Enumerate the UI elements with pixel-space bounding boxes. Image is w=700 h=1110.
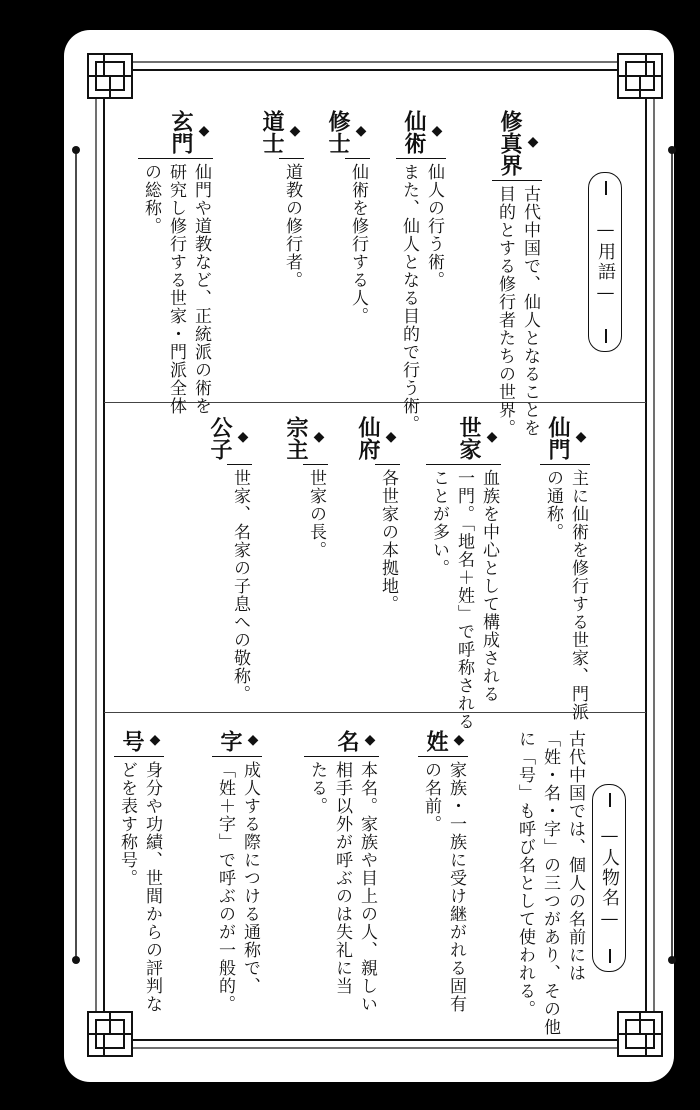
entry-term: 仙府	[355, 416, 381, 460]
glossary-entry	[354, 416, 400, 613]
entry-description	[138, 158, 213, 415]
glossary-entry	[138, 110, 213, 415]
entry-term: 世家	[456, 416, 482, 460]
description-line: 仙門や道教など、正統派の術を	[191, 163, 211, 415]
description-line: 家族・一族に受け継がれる固有	[446, 761, 466, 1013]
description-line: たる。	[307, 761, 327, 815]
diamond-bullet-icon: ◆	[451, 732, 467, 748]
intro-line: に「号」も呼び名として使われる。	[515, 730, 535, 1018]
diamond-bullet-icon: ◆	[353, 123, 369, 139]
entry-description	[492, 180, 542, 437]
description-line: の名前。	[421, 761, 441, 833]
section-tag-label: —用語—	[595, 219, 616, 305]
intro-line: 古代中国では、個人の名前には	[565, 730, 585, 982]
entry-description	[114, 756, 164, 1013]
entry-term: 玄門	[168, 110, 194, 154]
description-line: また、仙人となる目的で行う術。	[399, 163, 419, 433]
entry-description	[303, 464, 328, 559]
entry-description	[279, 158, 304, 289]
description-line: 身分や功績、世間からの評判な	[142, 761, 162, 1013]
entry-term: 字	[217, 730, 243, 752]
description-line: の総称。	[141, 163, 161, 235]
entry-term: 道士	[259, 110, 285, 154]
entry-term: 仙門	[545, 416, 571, 460]
description-line: 本名。家族や目上の人、親しい	[357, 761, 377, 1013]
entry-description	[540, 464, 590, 721]
description-line: 古代中国で、仙人となることを	[520, 185, 540, 437]
glossary-entry	[540, 416, 590, 721]
diamond-bullet-icon: ◆	[196, 123, 212, 139]
diamond-bullet-icon: ◆	[287, 123, 303, 139]
description-line: の通称。	[543, 469, 563, 541]
diamond-bullet-icon: ◆	[429, 123, 445, 139]
entry-term: 修士	[325, 110, 351, 154]
section-tag-label: —人物名—	[599, 825, 620, 931]
glossary-entry	[206, 416, 252, 703]
entry-description	[345, 158, 370, 325]
entry-term: 公子	[207, 416, 233, 460]
description-line: 研究し修行する世家・門派全体	[166, 163, 186, 415]
entry-term: 修真界	[497, 110, 523, 176]
glossary-entry	[426, 416, 501, 731]
description-line: ことが多い。	[429, 469, 449, 577]
entry-term: 宗主	[283, 416, 309, 460]
glossary-entry	[324, 110, 370, 325]
description-line: 仙人の行う術。	[424, 163, 444, 289]
description-line: 「姓＋字」で呼ぶのが一般的。	[215, 761, 235, 1013]
diamond-bullet-icon: ◆	[245, 732, 261, 748]
diamond-bullet-icon: ◆	[235, 429, 251, 445]
diamond-bullet-icon: ◆	[573, 429, 589, 445]
section-tag-terms	[588, 172, 622, 352]
description-line: 各世家の本拠地。	[378, 469, 398, 613]
diamond-bullet-icon: ◆	[362, 732, 378, 748]
description-line: 成人する際につける通称で、	[240, 761, 260, 995]
diamond-bullet-icon: ◆	[147, 732, 163, 748]
entry-description	[227, 464, 252, 703]
diamond-bullet-icon: ◆	[383, 429, 399, 445]
diamond-bullet-icon: ◆	[311, 429, 327, 445]
glossary-entry	[492, 110, 542, 437]
section-intro	[512, 730, 587, 1036]
glossary-entry	[212, 730, 262, 1013]
entry-description	[396, 158, 446, 433]
glossary-entry	[418, 730, 468, 1013]
glossary-entry	[258, 110, 304, 289]
entry-description	[212, 756, 262, 1013]
description-line: 仙術を修行する人。	[348, 163, 368, 325]
description-line: 相手以外が呼ぶのは失礼に当	[332, 761, 352, 995]
entry-term: 名	[334, 730, 360, 752]
entry-term: 号	[119, 730, 145, 752]
entry-term: 仙術	[401, 110, 427, 154]
glossary-entry	[282, 416, 328, 559]
entry-description	[304, 756, 379, 1013]
description-line: 主に仙術を修行する世家、門派	[568, 469, 588, 721]
diamond-bullet-icon: ◆	[484, 429, 500, 445]
entry-term: 姓	[423, 730, 449, 752]
description-line: 目的とする修行者たちの世界。	[495, 185, 515, 437]
description-line: 世家の長。	[306, 469, 326, 559]
description-line: 世家、名家の子息への敬称。	[230, 469, 250, 703]
glossary-entry	[114, 730, 164, 1013]
entry-description	[375, 464, 400, 613]
description-line: 血族を中心として構成される	[479, 469, 499, 703]
description-line: 道教の修行者。	[282, 163, 302, 289]
section-tag-names	[592, 784, 626, 972]
glossary-entry	[396, 110, 446, 433]
entry-description	[418, 756, 468, 1013]
entry-description	[426, 464, 501, 731]
intro-line: 「姓・名・字」の三つがあり、その他	[540, 730, 560, 1036]
diamond-bullet-icon: ◆	[525, 134, 541, 150]
glossary-entry	[304, 730, 379, 1013]
description-line: どを表す称号。	[117, 761, 137, 887]
description-line: 一門。「地名＋姓」で呼称される	[454, 469, 474, 731]
